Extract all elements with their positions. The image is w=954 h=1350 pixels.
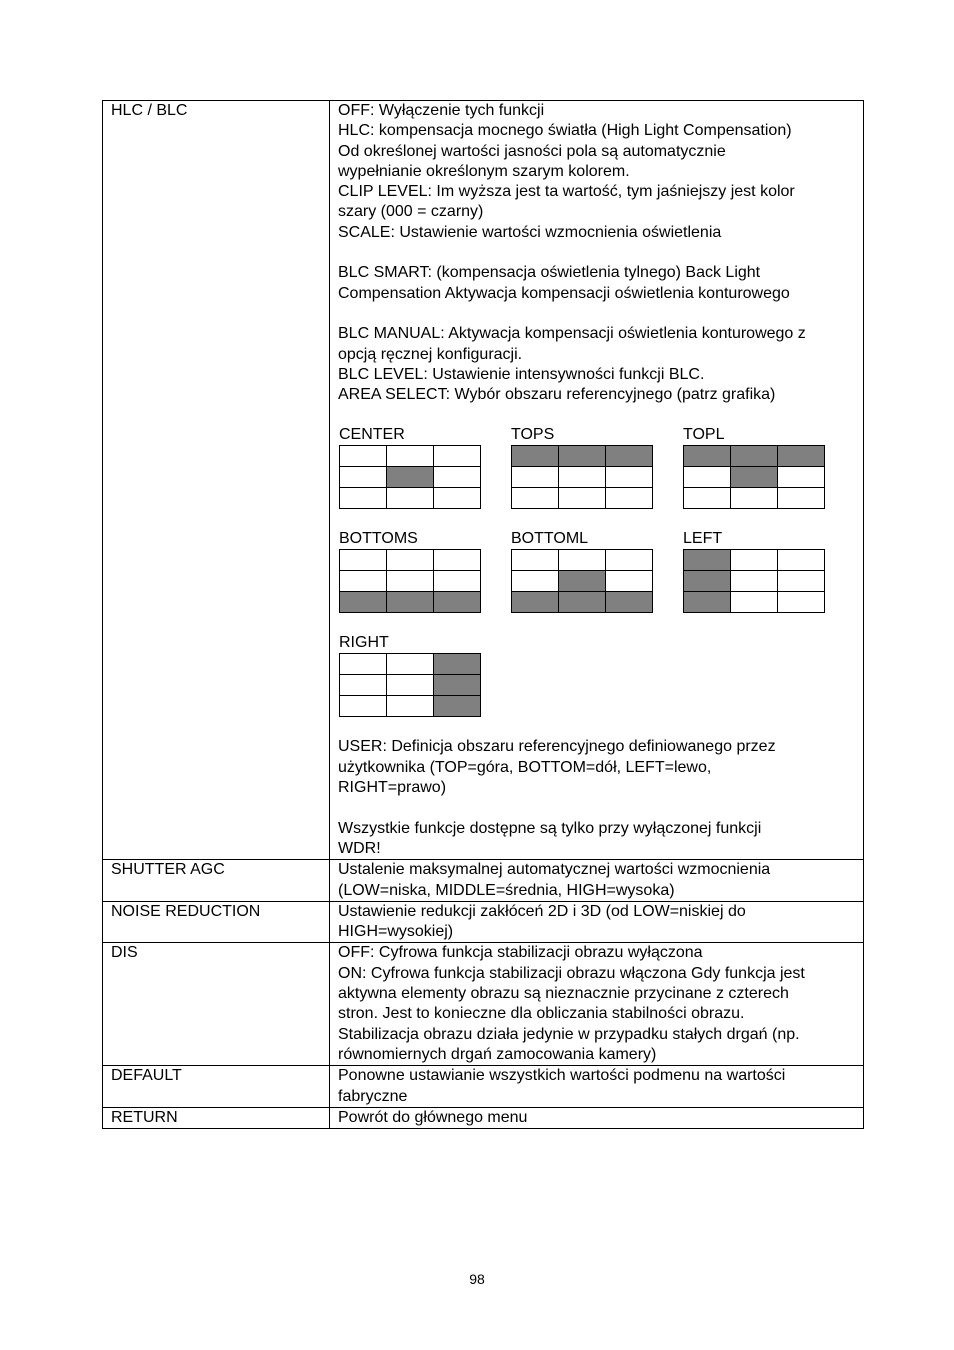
row-label [103,1066,330,1108]
area-cell [606,550,653,571]
area-cell-selected [684,592,731,613]
row-description [330,1066,864,1108]
area-cell [684,467,731,488]
area-cell [434,571,481,592]
area-cell-selected [434,592,481,613]
area-grid-table [339,445,481,509]
area-grid-table [339,549,481,613]
area-cell [512,467,559,488]
area-cell [434,467,481,488]
area-cell-selected [684,446,731,467]
row-label [103,943,330,1066]
area-grid-table [339,653,481,717]
row-label [103,101,330,860]
area-cell [340,696,387,717]
area-cell [340,467,387,488]
page-number: 98 [469,1271,485,1287]
text-line: RIGHT=prawo) [338,779,447,797]
area-cell-selected [606,592,653,613]
area-cell [559,467,606,488]
area-cell [387,488,434,509]
row-description [330,901,864,943]
area-grid-table [511,549,653,613]
area-cell-selected [387,467,434,488]
text-line: Compensation Aktywacja kompensacji oświetlenia konturowego [338,284,790,302]
area-cell-selected [387,592,434,613]
text-line: Od określonej wartości jasności pola są automatycznie [338,142,726,160]
area-cell [434,488,481,509]
text-line: CLIP LEVEL: Im wyższa jest ta wartość, tym jaśniejszy jest kolor [338,183,795,201]
area-cell-selected [559,571,606,592]
area-cell [778,550,825,571]
area-cell-selected [512,446,559,467]
area-grid-title: CENTER [339,426,405,444]
row-label-text: SHUTTER AGC [111,861,225,879]
area-cell [778,467,825,488]
area-cell-selected [731,467,778,488]
area-grid-title: BOTTOMS [339,530,418,548]
area-grid-title: BOTTOML [511,530,589,548]
area-cell-selected [434,654,481,675]
grid-row [339,425,855,509]
text-line: BLC LEVEL: Ustawienie intensywności funkcji BLC. [338,365,705,383]
text-line: USER: Definicja obszaru referencyjnego definiowanego przez [338,738,776,756]
row-label-text: RETURN [111,1108,178,1126]
table-row-noise-reduction [103,901,864,943]
area-cell [340,550,387,571]
area-cell [387,550,434,571]
area-cell [559,488,606,509]
text-line: ON: Cyfrowa funkcja stabilizacji obrazu włączona Gdy funkcja jest [338,964,805,982]
line-group-a [338,101,855,243]
grid-row [339,529,855,613]
text-line: SCALE: Ustawienie wartości wzmocnienia oświetlenia [338,223,722,241]
text-line: wypełnianie określonym szarym kolorem. [338,162,630,180]
row-label [103,1107,330,1128]
area-cell [606,467,653,488]
text-line: Stabilizacja obrazu działa jedynie w przypadku stałych drgań (np. [338,1025,800,1043]
text-line: HLC: kompensacja mocnego światła (High Light Compensation) [338,122,792,140]
area-grid-bottoml [511,529,683,613]
area-cell [387,571,434,592]
text-line: użytkownika (TOP=góra, BOTTOM=dół, LEFT=lewo, [338,758,712,776]
text-line: OFF: Cyfrowa funkcja stabilizacji obrazu wyłączona [338,944,703,962]
area-select-grids [338,425,855,717]
area-grid-bottoms [339,529,511,613]
text-line: Ustawienie redukcji zakłóceń 2D i 3D (od LOW=niskiej do [338,902,746,920]
area-cell [340,654,387,675]
area-cell [731,592,778,613]
area-cell-selected [731,446,778,467]
text-line: równomiernych drgań zamocowania kamery) [338,1045,657,1063]
area-cell [731,550,778,571]
area-cell [512,571,559,592]
line-group-c [338,324,855,405]
text-line: AREA SELECT: Wybór obszaru referencyjnego (patrz grafika) [338,386,776,404]
area-cell [387,654,434,675]
row-description [330,860,864,902]
row-label-text: DIS [111,944,138,962]
spacer [338,798,855,818]
area-grid-title: TOPS [511,426,555,444]
area-grid-table [511,445,653,509]
row-label-text: NOISE REDUCTION [111,902,261,920]
area-grid-title: TOPL [683,426,725,444]
area-grid-table [683,549,825,613]
text-line: Ustalenie maksymalnej automatycznej wartości wzmocnienia [338,861,771,879]
area-cell [387,675,434,696]
table-row-shutter-agc [103,860,864,902]
line-group-b [338,263,855,304]
area-cell [778,571,825,592]
area-cell [684,488,731,509]
area-grid-topl [683,425,855,509]
area-cell [731,571,778,592]
area-cell [512,550,559,571]
area-cell [778,488,825,509]
settings-table [102,100,864,1129]
area-cell [340,446,387,467]
row-label-text: DEFAULT [111,1067,182,1085]
text-line: HIGH=wysokiej) [338,923,454,941]
spacer [338,243,855,263]
area-grid-title: LEFT [683,530,723,548]
area-cell [606,488,653,509]
area-cell-selected [559,592,606,613]
text-line: (LOW=niska, MIDDLE=średnia, HIGH=wysoka) [338,881,675,899]
table-row-default [103,1066,864,1108]
area-cell-selected [434,696,481,717]
text-line: opcją ręcznej konfiguracji. [338,345,523,363]
text-line: fabryczne [338,1087,408,1105]
area-cell [340,571,387,592]
area-cell-selected [684,571,731,592]
area-grid-title: RIGHT [339,634,389,652]
area-cell-selected [606,446,653,467]
text-line: Ponowne ustawianie wszystkich wartości podmenu na wartości [338,1067,786,1085]
spacer [338,717,855,737]
area-cell-selected [684,550,731,571]
area-cell [434,446,481,467]
area-grid-tops [511,425,683,509]
spacer [338,304,855,324]
text-line: BLC MANUAL: Aktywacja kompensacji oświetlenia konturowego z [338,325,806,343]
area-cell [434,550,481,571]
text-line: aktywna elementy obrazu są nieznacznie przycinane z czterech [338,985,789,1003]
line-group-d [338,737,855,798]
area-cell [559,550,606,571]
text-line: stron. Jest to konieczne dla obliczania stabilności obrazu. [338,1005,745,1023]
table-row-return [103,1107,864,1128]
row-description [330,1107,864,1128]
text-line: BLC SMART: (kompensacja oświetlenia tylnego) Back Light [338,264,761,282]
area-cell [340,488,387,509]
table-row-hlc-blc [103,101,864,860]
area-cell [778,592,825,613]
area-cell [731,488,778,509]
text-line: Wszystkie funkcje dostępne są tylko przy wyłączonej funkcji [338,819,762,837]
area-cell-selected [778,446,825,467]
area-cell-selected [340,592,387,613]
text-line: szary (000 = czarny) [338,203,484,221]
table-row-dis [103,943,864,1066]
area-cell-selected [434,675,481,696]
area-cell-selected [559,446,606,467]
area-grid-center [339,425,511,509]
area-cell [340,675,387,696]
area-cell-selected [512,592,559,613]
area-grid-left [683,529,855,613]
row-description [330,101,864,860]
text-line: WDR! [338,839,381,857]
line-group-e [338,819,855,860]
row-label-text: HLC / BLC [111,102,188,119]
text-line: OFF: Wyłączenie tych funkcji [338,102,545,119]
row-label [103,860,330,902]
area-grid-table [683,445,825,509]
row-label [103,901,330,943]
row-description [330,943,864,1066]
area-cell [512,488,559,509]
grid-row [339,633,855,717]
text-line: Powrót do głównego menu [338,1108,528,1126]
area-cell [606,571,653,592]
area-cell [387,446,434,467]
area-cell [387,696,434,717]
area-grid-right [339,633,511,717]
